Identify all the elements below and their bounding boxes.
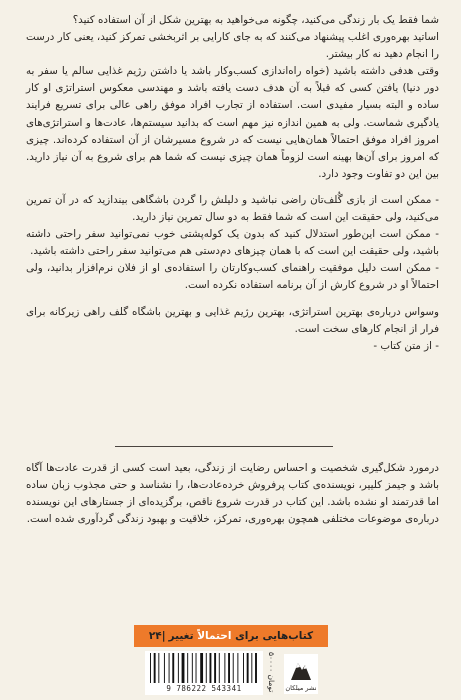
blurb-text <box>26 12 439 355</box>
publisher-logo <box>284 654 318 694</box>
blurb-point: - ممکن است از بازی گُلف‌تان راضی نباشید و دلیلش را گردن باشگاهی بیندازید که در آن تمرین می‌کنید، ولی حقیقت این است که شما فقط به دو سال تمرین نیاز دارید. <box>26 193 439 224</box>
barcode <box>145 651 263 695</box>
blurb-point: - ممکن است این‌طور استدلال کنید که بدون یک کوله‌پشتی خوب نمی‌توانید سفر راحتی داشته باشید، ولی حقیقت این است که با همان چیزهای دم‌دستی هم می‌توانید سفر راحتی داشته باشید. <box>26 228 439 258</box>
author-bio: درمورد شکل‌گیری شخصیت و احساس رضایت از زندگی، بعید است کسی از قدرت عادت‌ها آگاه باشد و جیمز کلییر، نویسنده‌ی کتاب پرفروش خرده‌عادت‌ها، را نشناسد و حتی مجذوب زبان ساده اما قدرتمند او نشده باشد. این کتاب در قدرت شروع ناقص، برگزیده‌ای از جستارهای این نویسنده درباره‌ی موضوعات مختلفی همچون بهره‌وری، تمرکز، خلاقیت و بهبود زندگی گردآوری شده است. <box>26 462 439 526</box>
series-suffix: تغییر <box>168 630 194 642</box>
barcode-digits: 9 786222 543341 <box>166 684 242 693</box>
blurb-attribution: - از متن کتاب - <box>373 339 439 352</box>
blurb-paragraph: اساتید بهره‌وری اغلب پیشنهاد می‌کنند که به جای کارایی بر اثربخشی تمرکز کنید، یعنی کار درست را انجام دهید نه کار بیشتر. <box>26 31 439 61</box>
series-number: |۲۴ <box>148 630 166 642</box>
blurb-paragraph: شما فقط یک بار زندگی می‌کنید، چگونه می‌خواهید به بهترین شکل از آن استفاده کنید؟ <box>72 14 439 26</box>
publisher-logo-label: نشر میلکان <box>285 684 317 692</box>
blurb-paragraph: وقتی هدفی داشته باشید (خواه راه‌اندازی کسب‌وکار باشد یا داشتن رژیم غذایی سالم یا سفر به دور دنیا) یافتن کسی که قبلاً به آن هدف دست یافته باشد و مهندسی معکوس استراتژی او کار ساده و البته بسیار مفیدی است. استفاده از تجارب افراد موفق راهی عالی برای تسریع فرایند یادگیری شماست. ولی به همین اندازه نیز مهم است که بدانید سیستم‌ها، عادت‌ها و استراتژی‌های امروز افراد موفق احتمالاً همان‌هایی نیست که در شروع مسیرشان از آن استفاده کرده‌اند. چیزی که امروز برای آن‌ها بهینه است لزوماً همان چیزی نیست که شما هم برای شروع به آن نیاز دارید. بین این دو تفاوت وجود دارد. <box>26 65 439 180</box>
price-label: ۵۰۰۰۰ تومان <box>267 651 276 693</box>
barcode-bars <box>150 653 258 683</box>
series-prefix: کتاب‌هایی برای <box>235 630 314 642</box>
series-highlight: احتمالاً <box>197 630 232 642</box>
blurb-point: - ممکن است دلیل موفقیت راهنمای کسب‌وکارتان را استفاده‌ی او از فلان نرم‌افزار بدانید، ولی احتمالاً او در شروع کارش از آن برنامه استفاده نکرده است. <box>26 262 439 292</box>
mountain-logo-icon <box>290 657 312 681</box>
section-divider <box>115 446 333 447</box>
series-badge <box>134 625 328 647</box>
blurb-closing: وسواس درباره‌ی بهترین استراتژی، بهترین رژیم غذایی و بهترین باشگاه گلف راهی زیرکانه برای فرار از انجام کارهای سخت است. <box>26 305 439 335</box>
